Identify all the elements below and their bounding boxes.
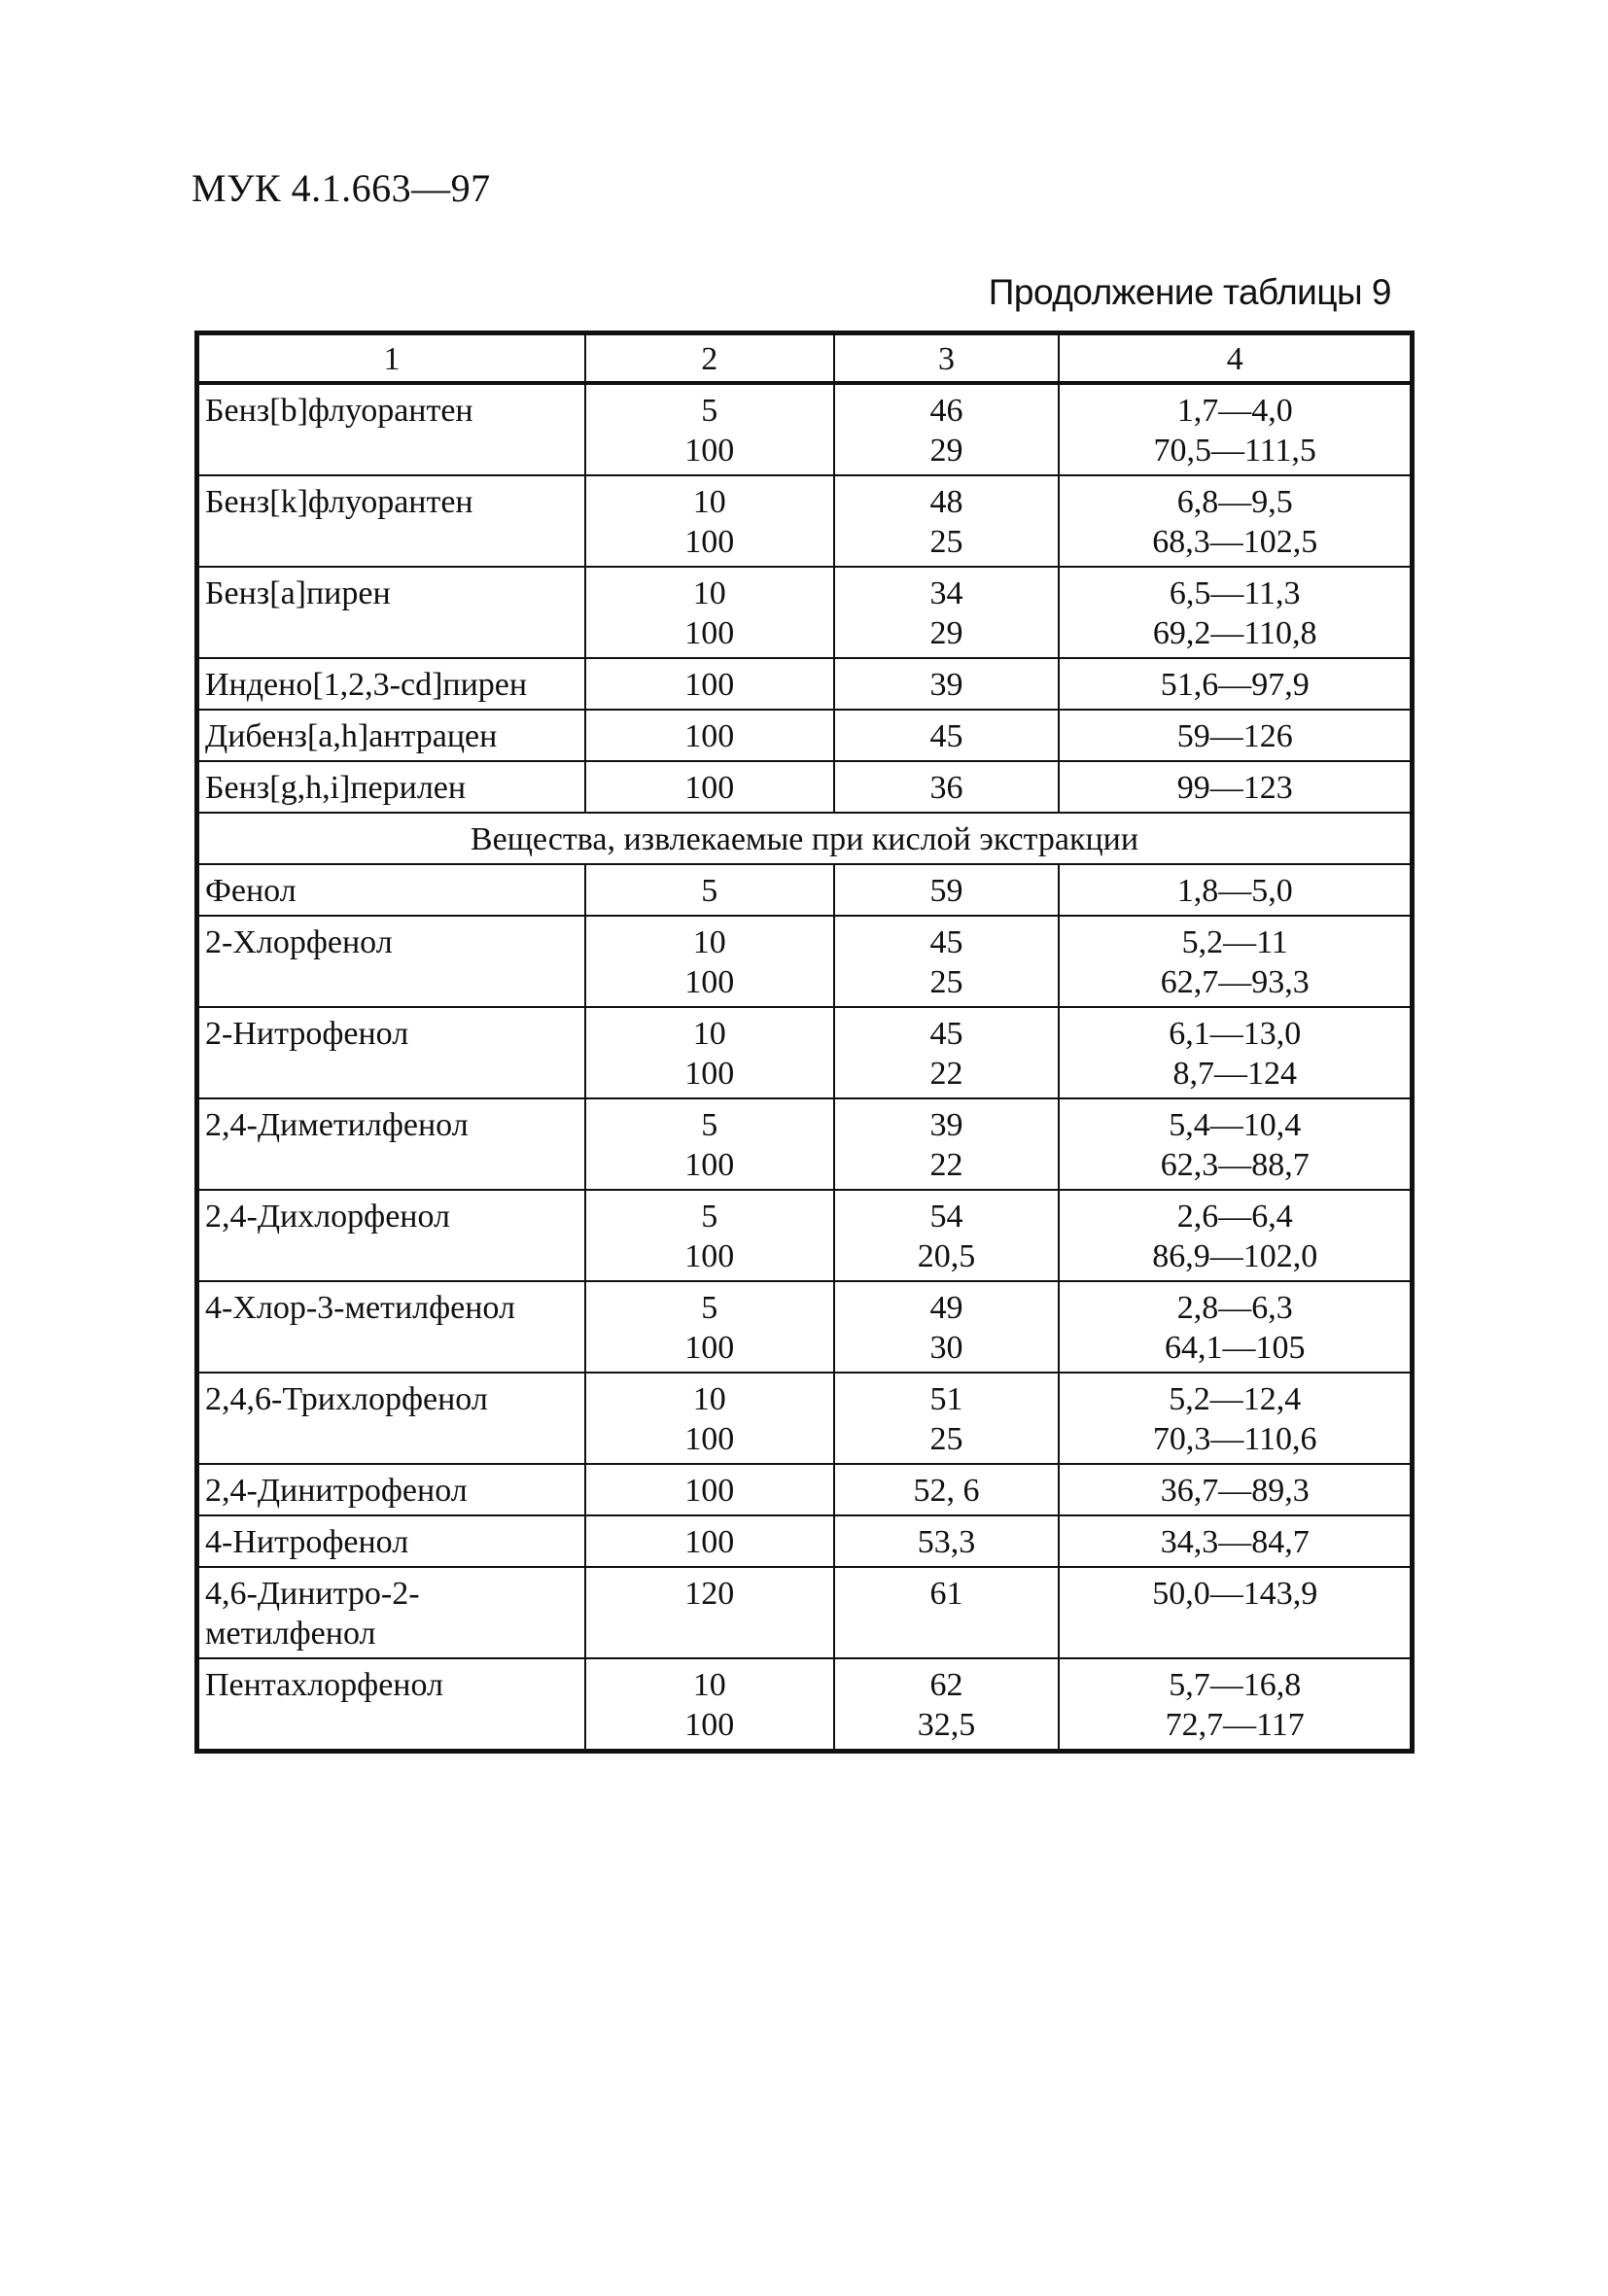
substance-name: Пентахлорфенол: [205, 1667, 444, 1703]
column-4-value: 5,2—11: [1181, 924, 1288, 960]
substance-name-cell: [197, 761, 585, 813]
column-3-value: 45: [929, 718, 963, 754]
substance-name: Дибенз[a,h]антрацен: [205, 718, 498, 754]
column-3-value-cell: [834, 1373, 1060, 1464]
column-3-value: 20,5: [917, 1238, 976, 1274]
substance-name-cell: [197, 1190, 585, 1281]
column-2-value: 100: [684, 433, 735, 469]
column-4-value: 5,2—12,4: [1169, 1381, 1302, 1417]
column-3-value: 53,3: [917, 1524, 976, 1560]
substance-name-cell: [197, 1658, 585, 1752]
column-2-value-cell: [585, 383, 834, 475]
column-4-value: 62,7—93,3: [1160, 964, 1310, 1000]
column-3-value-cell: [834, 1281, 1060, 1373]
column-4-value-cell: [1059, 658, 1412, 710]
substance-name: 2,4-Динитрофенол: [205, 1473, 468, 1509]
table-row: [197, 864, 1413, 916]
column-2-value-cell: [585, 1658, 834, 1752]
column-4-value-cell: [1059, 761, 1412, 813]
column-2-value: 100: [684, 1238, 735, 1274]
column-header-2: 2: [585, 333, 834, 384]
column-header-1: 1: [197, 333, 585, 384]
substance-name: 4-Нитрофенол: [205, 1524, 409, 1560]
column-2-value: 100: [684, 1421, 735, 1457]
substance-name-cell: [197, 1373, 585, 1464]
substance-name: 2-Хлорфенол: [205, 924, 393, 960]
column-3-value-cell: [834, 1658, 1060, 1752]
column-2-value: 10: [692, 484, 726, 520]
column-3-value: 51: [929, 1381, 963, 1417]
column-3-value-cell: [834, 1190, 1060, 1281]
column-2-value: 5: [701, 1107, 718, 1143]
table-row: [197, 710, 1413, 761]
column-4-value: 2,8—6,3: [1176, 1290, 1293, 1326]
column-2-value-cell: [585, 1515, 834, 1567]
column-4-value: 6,5—11,3: [1169, 575, 1301, 611]
substance-name-cell: [197, 475, 585, 567]
column-4-value-cell: [1059, 1373, 1412, 1464]
column-2-value-cell: [585, 864, 834, 916]
column-2-value: 100: [684, 1524, 735, 1560]
substance-name: Бенз[a]пирен: [205, 575, 391, 611]
column-2-value: 5: [701, 393, 718, 429]
column-4-value: 34,3—84,7: [1160, 1524, 1310, 1560]
column-4-value-cell: [1059, 383, 1412, 475]
substance-name-cell: [197, 567, 585, 658]
column-4-value-cell: [1059, 475, 1412, 567]
column-2-value-cell: [585, 658, 834, 710]
column-3-value: 45: [929, 924, 963, 960]
column-3-value: 54: [929, 1199, 963, 1235]
column-2-value-cell: [585, 761, 834, 813]
column-4-value: 5,7—16,8: [1169, 1667, 1302, 1703]
column-2-value: 100: [684, 667, 735, 703]
column-4-value: 86,9—102,0: [1152, 1238, 1318, 1274]
table-caption: Продолжение таблицы 9: [988, 272, 1391, 312]
column-2-value: 100: [684, 524, 735, 560]
column-2-value: 10: [692, 924, 726, 960]
table-row: [197, 916, 1413, 1007]
column-3-value-cell: [834, 916, 1060, 1007]
substance-name: 2-Нитрофенол: [205, 1016, 409, 1052]
column-4-value: 36,7—89,3: [1160, 1473, 1310, 1509]
table-row: [197, 383, 1413, 475]
substance-name-cell: [197, 916, 585, 1007]
column-2-value-cell: [585, 1373, 834, 1464]
table-row: [197, 1567, 1413, 1658]
table-row: [197, 1281, 1413, 1373]
column-2-value: 10: [692, 1016, 726, 1052]
column-3-value: 25: [929, 524, 963, 560]
table-row: [197, 658, 1413, 710]
table-row: [197, 1515, 1413, 1567]
column-4-value-cell: [1059, 567, 1412, 658]
table-row: [197, 1658, 1413, 1752]
table-row: [197, 1098, 1413, 1190]
table-row: [197, 1190, 1413, 1281]
column-3-value-cell: [834, 1007, 1060, 1098]
column-2-value: 100: [684, 1056, 735, 1092]
column-3-value: 48: [929, 484, 963, 520]
table-row: [197, 761, 1413, 813]
column-3-value: 62: [929, 1667, 963, 1703]
column-3-value-cell: [834, 1098, 1060, 1190]
column-4-value: 5,4—10,4: [1169, 1107, 1302, 1143]
column-2-value: 100: [684, 964, 735, 1000]
substance-name-cell: [197, 710, 585, 761]
column-4-value-cell: [1059, 1464, 1412, 1515]
table-row: [197, 1373, 1413, 1464]
column-3-value-cell: [834, 567, 1060, 658]
substance-name: 4-Хлор-3-метилфенол: [205, 1290, 515, 1326]
column-2-value: 100: [684, 615, 735, 651]
column-3-value: 22: [929, 1147, 963, 1183]
column-4-value: 72,7—117: [1165, 1707, 1305, 1743]
column-2-value: 100: [684, 1147, 735, 1183]
column-3-value-cell: [834, 710, 1060, 761]
column-4-value: 50,0—143,9: [1152, 1576, 1318, 1612]
table-header-row: [197, 333, 1413, 384]
column-2-value: 120: [684, 1576, 735, 1612]
column-4-value: 1,7—4,0: [1176, 393, 1293, 429]
column-2-value-cell: [585, 916, 834, 1007]
column-4-value-cell: [1059, 1007, 1412, 1098]
table-body: [197, 333, 1413, 1752]
column-4-value: 69,2—110,8: [1152, 615, 1317, 651]
column-3-value-cell: [834, 761, 1060, 813]
column-3-value: 39: [929, 1107, 963, 1143]
column-2-value: 100: [684, 770, 735, 806]
column-4-value: 62,3—88,7: [1160, 1147, 1310, 1183]
column-4-value-cell: [1059, 710, 1412, 761]
substance-name: Индено[1,2,3-cd]пирен: [205, 667, 528, 703]
column-2-value: 10: [692, 575, 726, 611]
column-3-value: 46: [929, 393, 963, 429]
substance-name: 2,4-Дихлорфенол: [205, 1199, 451, 1235]
column-3-value: 25: [929, 1421, 963, 1457]
column-header-4: 4: [1059, 333, 1412, 384]
column-3-value: 45: [929, 1016, 963, 1052]
column-4-value-cell: [1059, 1515, 1412, 1567]
column-2-value-cell: [585, 1464, 834, 1515]
column-3-value: 29: [929, 433, 963, 469]
substance-name-cell: [197, 864, 585, 916]
data-table: [194, 330, 1415, 1754]
document-code: МУК 4.1.663—97: [192, 166, 491, 210]
column-4-value-cell: [1059, 1190, 1412, 1281]
substance-name-cell: [197, 1567, 585, 1658]
column-2-value-cell: [585, 475, 834, 567]
column-4-value-cell: [1059, 864, 1412, 916]
substance-name: Фенол: [205, 873, 297, 909]
substance-name: Бенз[b]флуорантен: [205, 393, 473, 429]
column-3-value: 36: [929, 770, 963, 806]
column-2-value: 5: [701, 873, 718, 909]
column-4-value: 6,1—13,0: [1169, 1016, 1302, 1052]
column-3-value: 59: [929, 873, 963, 909]
column-3-value: 52, 6: [913, 1473, 980, 1509]
column-4-value: 64,1—105: [1164, 1330, 1306, 1366]
column-3-value: 30: [929, 1330, 963, 1366]
substance-name-cell: [197, 1007, 585, 1098]
column-4-value-cell: [1059, 1567, 1412, 1658]
substance-name-cell: [197, 1464, 585, 1515]
column-3-value: 32,5: [917, 1707, 976, 1743]
column-4-value: 6,8—9,5: [1176, 484, 1293, 520]
column-3-value-cell: [834, 658, 1060, 710]
column-4-value: 51,6—97,9: [1160, 667, 1310, 703]
substance-name: 2,4,6-Трихлорфенол: [205, 1381, 488, 1417]
column-2-value: 5: [701, 1199, 718, 1235]
substance-name: Бенз[k]флуорантен: [205, 484, 473, 520]
substance-name-cell: [197, 1281, 585, 1373]
column-2-value: 100: [684, 1473, 735, 1509]
table-row: [197, 475, 1413, 567]
column-3-value: 25: [929, 964, 963, 1000]
column-4-value: 68,3—102,5: [1152, 524, 1318, 560]
column-3-value: 39: [929, 667, 963, 703]
table-row: [197, 1464, 1413, 1515]
column-3-value-cell: [834, 864, 1060, 916]
column-3-value: 22: [929, 1056, 963, 1092]
column-4-value-cell: [1059, 1098, 1412, 1190]
column-2-value-cell: [585, 1190, 834, 1281]
column-4-value-cell: [1059, 1281, 1412, 1373]
table-row: [197, 567, 1413, 658]
column-2-value: 100: [684, 718, 735, 754]
column-2-value-cell: [585, 567, 834, 658]
substance-name: 4,6-Динитро-2-: [205, 1576, 420, 1612]
column-3-value-cell: [834, 475, 1060, 567]
section-row: [197, 813, 1413, 864]
section-label: Вещества, извлекаемые при кислой экстракции: [197, 813, 1413, 864]
column-3-value: 49: [929, 1290, 963, 1326]
column-header-3: 3: [834, 333, 1060, 384]
column-3-value-cell: [834, 1464, 1060, 1515]
column-4-value-cell: [1059, 916, 1412, 1007]
column-3-value: 61: [929, 1576, 963, 1612]
substance-name: метилфенол: [205, 1616, 376, 1652]
substance-name-cell: [197, 1515, 585, 1567]
column-3-value-cell: [834, 383, 1060, 475]
column-4-value: 99—123: [1176, 770, 1293, 806]
column-3-value: 34: [929, 575, 963, 611]
column-3-value-cell: [834, 1567, 1060, 1658]
table-row: [197, 1007, 1413, 1098]
column-4-value: 70,3—110,6: [1152, 1421, 1317, 1457]
column-3-value-cell: [834, 1515, 1060, 1567]
column-4-value: 8,7—124: [1172, 1056, 1297, 1092]
column-3-value: 29: [929, 615, 963, 651]
column-2-value: 100: [684, 1330, 735, 1366]
column-2-value: 100: [684, 1707, 735, 1743]
column-2-value-cell: [585, 1281, 834, 1373]
substance-name-cell: [197, 658, 585, 710]
column-2-value: 10: [692, 1381, 726, 1417]
substance-name-cell: [197, 383, 585, 475]
column-2-value: 5: [701, 1290, 718, 1326]
substance-name: Бенз[g,h,i]перилен: [205, 770, 467, 806]
column-4-value-cell: [1059, 1658, 1412, 1752]
column-2-value-cell: [585, 710, 834, 761]
column-4-value: 1,8—5,0: [1176, 873, 1293, 909]
substance-name-cell: [197, 1098, 585, 1190]
column-4-value: 2,6—6,4: [1176, 1199, 1293, 1235]
column-2-value-cell: [585, 1567, 834, 1658]
column-4-value: 59—126: [1176, 718, 1293, 754]
substance-name: 2,4-Диметилфенол: [205, 1107, 469, 1143]
column-4-value: 70,5—111,5: [1153, 433, 1316, 469]
column-2-value: 10: [692, 1667, 726, 1703]
column-2-value-cell: [585, 1098, 834, 1190]
column-2-value-cell: [585, 1007, 834, 1098]
